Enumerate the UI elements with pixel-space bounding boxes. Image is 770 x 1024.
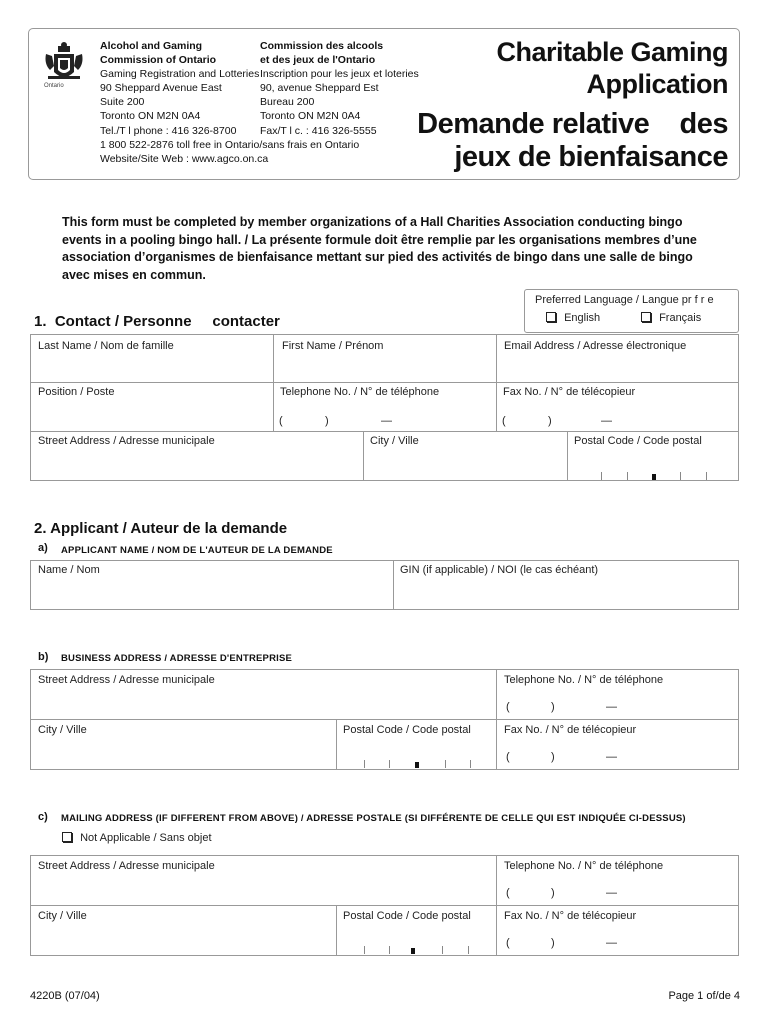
dept-fr: Inscription pour les jeux et loteries	[260, 68, 419, 81]
city-field[interactable]: City / Ville	[370, 435, 419, 447]
mailing-phone-close: )	[551, 887, 555, 899]
section1-title: 1. Contact / Personne contacter	[34, 313, 280, 330]
mailing-postal-field[interactable]: Postal Code / Code postal	[343, 910, 471, 922]
subsection-b-letter: b)	[38, 651, 49, 663]
not-applicable-label: Not Applicable / Sans objet	[80, 832, 212, 844]
english-option[interactable]	[546, 312, 600, 324]
agency-name-en-2: Commission of Ontario	[100, 54, 217, 67]
title-en-line2: Application	[586, 69, 728, 99]
street-fr: 90, avenue Sheppard Est	[260, 82, 379, 95]
business-fax-field[interactable]: Fax No. / N° de télécopieur	[504, 724, 637, 736]
first-name-field[interactable]: First Name / Prénom	[282, 340, 384, 352]
mailing-fax-field[interactable]: Fax No. / N° de télécopieur	[504, 910, 637, 922]
postal-code-field[interactable]: Postal Code / Code postal	[574, 435, 702, 447]
french-label: Français	[659, 312, 702, 324]
phone-close-paren: )	[325, 415, 329, 427]
page-number: Page 1 of/de 4	[668, 990, 740, 1002]
form-title-fr	[417, 108, 728, 174]
subsection-a-label: APPLICANT NAME / NOM DE L'AUTEUR DE LA DEMANDE	[61, 545, 333, 556]
applicant-name-table	[30, 560, 739, 610]
mailing-city-field[interactable]: City / Ville	[38, 910, 87, 922]
agency-fax: Fax/T l c. : 416 326-5555	[260, 124, 377, 137]
not-applicable-option[interactable]	[62, 832, 212, 844]
agency-name-fr-2: et des jeux de l'Ontario	[260, 54, 376, 67]
french-checkbox[interactable]	[641, 312, 651, 322]
subsection-c-label: MAILING ADDRESS (IF DIFFERENT FROM ABOVE) / ADRESSE POSTALE (SI DIFFÉRENTE DE CELLE QUI EST INDIQUÉE CI-DESSUS)	[61, 813, 686, 824]
mailing-street-field[interactable]: Street Address / Adresse municipale	[38, 860, 215, 872]
fax-open-paren: (	[502, 415, 506, 427]
city-fr: Toronto ON M2N 0A4	[260, 110, 361, 123]
english-checkbox[interactable]	[546, 312, 556, 322]
form-title-en	[496, 36, 728, 100]
agency-address-fr	[260, 39, 419, 138]
street-en: 90 Sheppard Avenue East	[100, 82, 222, 95]
gin-field[interactable]: GIN (if applicable) / NOI (le cas échéant)	[400, 564, 599, 576]
business-telephone-field[interactable]: Telephone No. / N° de téléphone	[504, 674, 664, 686]
city-en: Toronto ON M2N 0A4	[100, 110, 201, 123]
business-fax-open: (	[506, 751, 510, 763]
not-applicable-checkbox[interactable]	[62, 832, 72, 842]
fax-field[interactable]: Fax No. / N° de télécopieur	[503, 386, 636, 398]
last-name-field[interactable]: Last Name / Nom de famille	[38, 340, 174, 352]
suite-fr: Bureau 200	[260, 96, 315, 109]
business-fax-dash: —	[606, 751, 617, 763]
tollfree: 1 800 522-2876 toll free in Ontario/sans frais en Ontario	[100, 138, 360, 151]
subsection-c-letter: c)	[38, 811, 48, 823]
mailing-fax-open: (	[506, 937, 510, 949]
suite-en: Suite 200	[100, 96, 145, 109]
mailing-fax-close: )	[551, 937, 555, 949]
business-phone-close: )	[551, 701, 555, 713]
title-fr-line2: jeux de bienfaisance	[454, 141, 728, 173]
english-label: English	[564, 312, 601, 324]
phone-dash: —	[381, 415, 392, 427]
dept-en: Gaming Registration and Lotteries	[100, 68, 260, 81]
business-fax-close: )	[551, 751, 555, 763]
title-fr-line1: Demande relative des	[417, 108, 728, 140]
subsection-b-label: BUSINESS ADDRESS / ADRESSE D'ENTREPRISE	[61, 653, 293, 664]
business-street-field[interactable]: Street Address / Adresse municipale	[38, 674, 215, 686]
intro-paragraph: This form must be completed by member organizations of a Hall Charities Association conducting bingo events in a pooling bingo hall. / La présente formule doit être remplie par les organisations membres d’une association d’organismes de bienfaisance mettant sur pied des activités de bingo dans une salle de bingo avec mises en commun.	[62, 215, 697, 282]
form-code: 4220B (07/04)	[30, 990, 100, 1002]
business-phone-dash: —	[606, 701, 617, 713]
title-en-line1: Charitable Gaming	[496, 37, 728, 67]
french-option[interactable]	[641, 312, 701, 324]
mailing-phone-open: (	[506, 887, 510, 899]
position-field[interactable]: Position / Poste	[38, 386, 115, 398]
website: Website/Site Web : www.agco.on.ca	[100, 152, 269, 165]
street-address-field[interactable]: Street Address / Adresse municipale	[38, 435, 215, 447]
telephone-field[interactable]: Telephone No. / N° de téléphone	[280, 386, 440, 398]
contact-table	[30, 334, 739, 481]
crest-caption: Ontario	[44, 83, 64, 89]
fax-dash: —	[601, 415, 612, 427]
section2-title: 2. Applicant / Auteur de la demande	[34, 520, 288, 537]
email-field[interactable]: Email Address / Adresse électronique	[504, 340, 687, 352]
business-city-field[interactable]: City / Ville	[38, 724, 87, 736]
business-postal-field[interactable]: Postal Code / Code postal	[343, 724, 471, 736]
language-label: Preferred Language / Langue pr f r e	[535, 294, 714, 306]
mailing-fax-dash: —	[606, 937, 617, 949]
phone-open-paren: (	[279, 415, 283, 427]
fax-close-paren: )	[548, 415, 552, 427]
subsection-a-letter: a)	[38, 542, 48, 554]
mailing-telephone-field[interactable]: Telephone No. / N° de téléphone	[504, 860, 664, 872]
applicant-name-field[interactable]: Name / Nom	[38, 564, 100, 576]
agency-name-fr-1: Commission des alcools	[260, 40, 384, 52]
mailing-phone-dash: —	[606, 887, 617, 899]
agency-name-en-1: Alcohol and Gaming	[100, 40, 203, 52]
business-phone-open: (	[506, 701, 510, 713]
agency-phone: Tel./T l phone : 416 326-8700	[100, 124, 237, 137]
